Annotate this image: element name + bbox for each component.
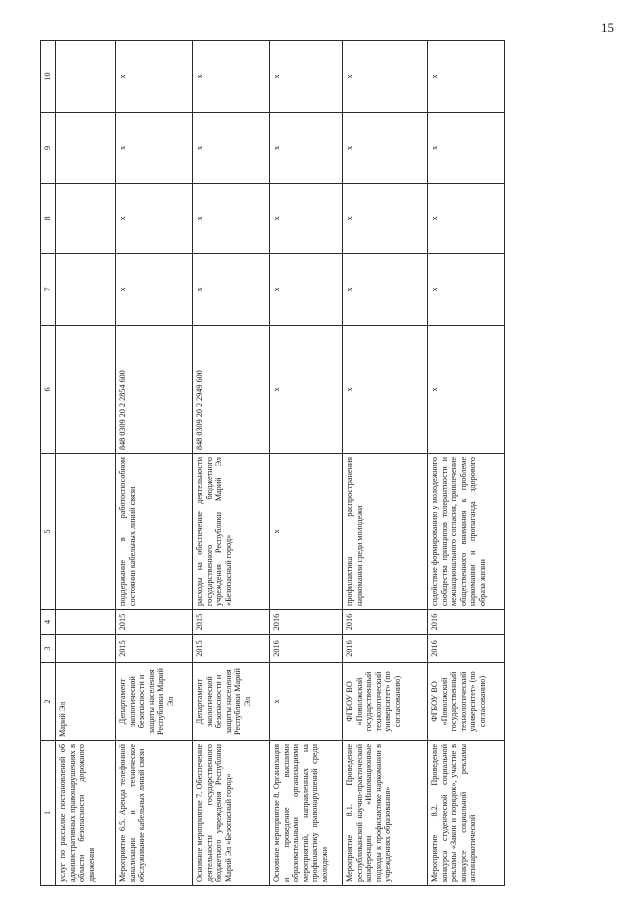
- value-cell-8: x: [193, 184, 270, 254]
- result-cell: поддержание в работоспособном состоянии кабельных линий связи: [116, 454, 193, 610]
- table-row: [116, 41, 193, 886]
- budget-code-cell: 848 0309 20 2 2854 600: [116, 326, 193, 454]
- value-cell-9: x: [343, 113, 428, 184]
- start-year-cell: 2015: [193, 635, 270, 663]
- start-year-cell: [56, 635, 116, 663]
- executor-cell: Департамент экологической безопасности и защиты населения Республики Марий Эл: [116, 663, 193, 741]
- end-year-cell: 2016: [270, 610, 343, 635]
- value-cell-10: x: [428, 41, 505, 113]
- col-header-4: 4: [41, 610, 56, 635]
- value-cell-9: x: [428, 113, 505, 184]
- result-cell: содействие формированию у молодежного сообщества принципов толерантности и межнационального согласия, привлечение общественного внимания к проблеме наркомании и пропаганда здорового образа жизни: [428, 454, 505, 610]
- budget-code-cell: x: [343, 326, 428, 454]
- end-year-cell: [56, 610, 116, 635]
- table-row: [193, 41, 270, 886]
- col-header-1: 1: [41, 741, 56, 886]
- value-cell-10: x: [116, 41, 193, 113]
- value-cell-8: x: [428, 184, 505, 254]
- result-cell: x: [270, 454, 343, 610]
- end-year-cell: 2015: [193, 610, 270, 635]
- value-cell-7: x: [428, 254, 505, 326]
- header-row: [41, 41, 56, 886]
- value-cell-7: x: [193, 254, 270, 326]
- table-row: [56, 41, 116, 886]
- value-cell-7: [56, 254, 116, 326]
- executor-cell: Департамент экологической безопасности и защиты населения Республики Марий Эл: [193, 663, 270, 741]
- budget-code-cell: [56, 326, 116, 454]
- page-number: 15: [601, 20, 614, 35]
- col-header-3: 3: [41, 635, 56, 663]
- measure-cell: Основное мероприятие 7. Обеспечение деятельности государственного бюджетного учреждения Республики Марий Эл «Безопасный город»: [193, 741, 270, 886]
- value-cell-10: x: [193, 41, 270, 113]
- result-cell: расходы на обеспечение деятельности государственного бюджетного учреждения Республики Марий Эл «Безопасный город»: [193, 454, 270, 610]
- value-cell-7: x: [116, 254, 193, 326]
- program-table: [40, 40, 505, 886]
- budget-code-cell: x: [270, 326, 343, 454]
- value-cell-10: [56, 41, 116, 113]
- col-header-2: 2: [41, 663, 56, 741]
- col-header-5: 5: [41, 454, 56, 610]
- value-cell-8: x: [270, 184, 343, 254]
- start-year-cell: 2016: [343, 635, 428, 663]
- executor-cell: x: [270, 663, 343, 741]
- measure-cell: Основное мероприятие 8. Организация и проведение высшими образовательными организациями мероприятий, направленных на профилактику правонарушений среди молодежи: [270, 741, 343, 886]
- value-cell-8: x: [343, 184, 428, 254]
- result-cell: [56, 454, 116, 610]
- value-cell-9: x: [116, 113, 193, 184]
- table-row: [270, 41, 343, 886]
- value-cell-7: x: [343, 254, 428, 326]
- rotated-table-area: [40, 41, 600, 886]
- value-cell-8: [56, 184, 116, 254]
- result-cell: профилактика распространения наркомании среди молодежи: [343, 454, 428, 610]
- end-year-cell: 2016: [343, 610, 428, 635]
- value-cell-9: x: [270, 113, 343, 184]
- value-cell-10: x: [343, 41, 428, 113]
- col-header-9: 9: [41, 113, 56, 184]
- col-header-7: 7: [41, 254, 56, 326]
- table-row: [343, 41, 428, 886]
- executor-cell: Марий Эл: [56, 663, 116, 741]
- budget-code-cell: 848 0309 20 2 2949 600: [193, 326, 270, 454]
- value-cell-7: x: [270, 254, 343, 326]
- executor-cell: ФГБОУ ВО «Поволжский государственный технологический университет» (по согласованию): [343, 663, 428, 741]
- end-year-cell: 2015: [116, 610, 193, 635]
- start-year-cell: 2016: [428, 635, 505, 663]
- col-header-8: 8: [41, 184, 56, 254]
- measure-cell: услуг по рассылке постановлений об административных правонарушениях в области безопасности дорожного движения: [56, 741, 116, 886]
- budget-code-cell: x: [428, 326, 505, 454]
- col-header-10: 10: [41, 41, 56, 113]
- value-cell-9: x: [193, 113, 270, 184]
- value-cell-8: x: [116, 184, 193, 254]
- start-year-cell: 2015: [116, 635, 193, 663]
- value-cell-9: [56, 113, 116, 184]
- executor-cell: ФГБОУ ВО «Поволжский государственный технологический университет» (по согласованию): [428, 663, 505, 741]
- table-row: [428, 41, 505, 886]
- measure-cell: Мероприятие 8.2. Проведение конкурса студенческой социальной рекламы «Закон и порядок», участие в конкурсе социальной рекламы антинаркотической: [428, 741, 505, 886]
- end-year-cell: 2016: [428, 610, 505, 635]
- measure-cell: Мероприятие 8.1. Проведение республиканской научно-практической конференции «Инновационные подходы к профилактике наркомании в учреждениях образования»: [343, 741, 428, 886]
- start-year-cell: 2016: [270, 635, 343, 663]
- value-cell-10: x: [270, 41, 343, 113]
- col-header-6: 6: [41, 326, 56, 454]
- measure-cell: Мероприятие 6.5. Аренда телефонной канализации и техническое обслуживание кабельных линий связи: [116, 741, 193, 886]
